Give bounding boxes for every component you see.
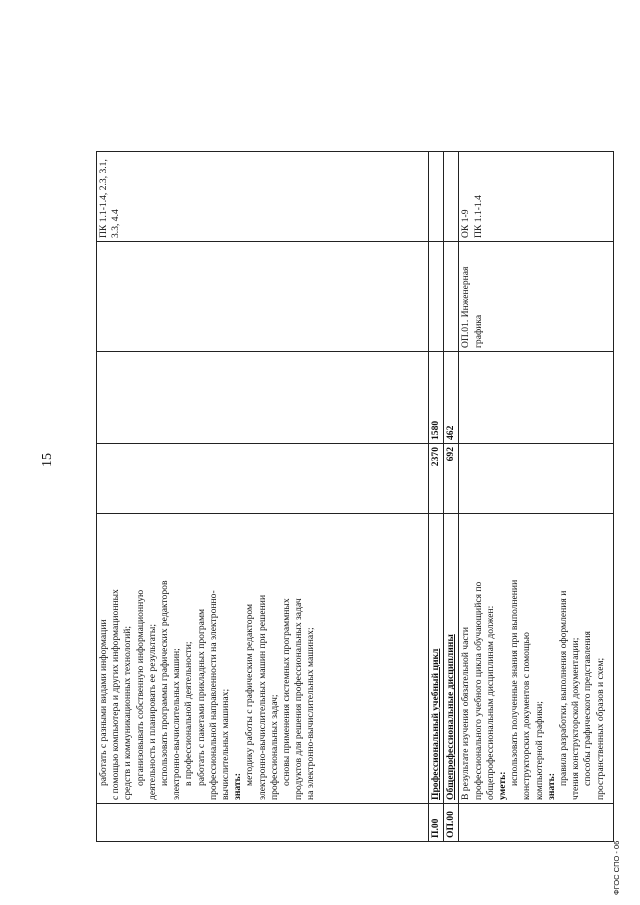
content-line: конструкторских документов с помощью (521, 632, 533, 800)
competencies-cell (444, 152, 459, 242)
max-hours-cell (459, 444, 614, 514)
content-line: деятельность и планировать ее результаты; (146, 624, 158, 800)
content-cell-top (97, 514, 429, 804)
class-hours-cell: 1580 (429, 352, 444, 444)
content-line: правила разработки, выполнения оформления и (558, 590, 570, 786)
content-line: общепрофессиональным дисциплинам должен: (484, 605, 496, 800)
content-line: уметь: (497, 771, 509, 800)
section-name-cell: Профессиональный учебный цикл (429, 514, 444, 804)
class-hours-cell: 462 (444, 352, 459, 444)
content-line: компьютерной графики; (533, 701, 545, 800)
content-line: средств и коммуникационных технологий; (122, 625, 134, 800)
content-line: знать: (232, 773, 244, 800)
content-line: профессионального учебного цикла обучающийся по (472, 581, 484, 800)
content-line: продуктов для решения профессиональных задач (293, 598, 305, 800)
content-line: использовать полученные знания при выполнении (509, 579, 521, 786)
content-line: на электронно-вычислительных машинах; (305, 627, 317, 800)
competency-line: ОК 1-9 (460, 209, 472, 238)
content-line: профессиональных задач; (268, 694, 280, 800)
content-line: чтения конструкторской документации; (570, 637, 582, 800)
content-line: знать: (545, 773, 557, 800)
max-hours-cell: 692 (444, 444, 459, 514)
content-line: В результате изучения обязательной части (460, 627, 472, 800)
content-line: работать с разными видами информации (98, 619, 109, 786)
competencies-cell-top: ПК 1.1-1.4, 2.3, 3.1, 3.3, 4.4 (97, 152, 429, 242)
section-name-cell: Общепрофессиональные дисциплины (444, 514, 459, 804)
content-line: использовать программы графических редакторов (159, 580, 171, 786)
content-line: организовывать собственную информационную (134, 589, 146, 786)
competencies-cell (429, 152, 444, 242)
content-line: в профессиональной деятельности; (183, 641, 195, 786)
code-cell: ОП.00 (444, 804, 459, 842)
max-hours-cell: 2370 (429, 444, 444, 514)
discipline-cell: ОП.01. Инженерная графика (459, 242, 614, 352)
content-line: основы применения системных программных (281, 598, 293, 786)
content-line: работать с пакетами прикладных программ (195, 608, 207, 786)
code-cell-empty (97, 804, 429, 842)
content-line: пространственных образов и схем; (594, 657, 606, 800)
discipline-cell (429, 242, 444, 352)
class-hours-cell (97, 352, 429, 444)
content-line: профессиональной направленности на электронно- (207, 590, 219, 800)
table-row-bottom (459, 152, 614, 842)
page-number: 15 (40, 453, 55, 467)
competency-line: ПК 1.1-1.4 (472, 195, 484, 238)
content-line: электронно-вычислительных машин; (171, 648, 183, 800)
competencies-cell-bottom (459, 152, 614, 242)
footer-code: ФГОС СПО - 06 (612, 840, 621, 895)
content-line: методику работы с графическим редактором (244, 603, 256, 786)
code-cell: П.00 (429, 804, 444, 842)
content-line: с помощью компьютера и других информационных (110, 589, 122, 800)
discipline-cell (97, 242, 429, 352)
discipline-cell (444, 242, 459, 352)
table-row-op00 (444, 152, 459, 842)
content-line: способы графического представления (582, 631, 594, 786)
curriculum-table (96, 151, 614, 842)
code-cell-empty (459, 804, 614, 842)
table-row-top (97, 152, 429, 842)
table-row-p00 (429, 152, 444, 842)
class-hours-cell (459, 352, 614, 444)
content-cell-bottom (459, 514, 614, 804)
content-line: электронно-вычислительных машин при решении (256, 594, 268, 800)
max-hours-cell (97, 444, 429, 514)
content-line: вычислительных машинах; (220, 688, 232, 800)
